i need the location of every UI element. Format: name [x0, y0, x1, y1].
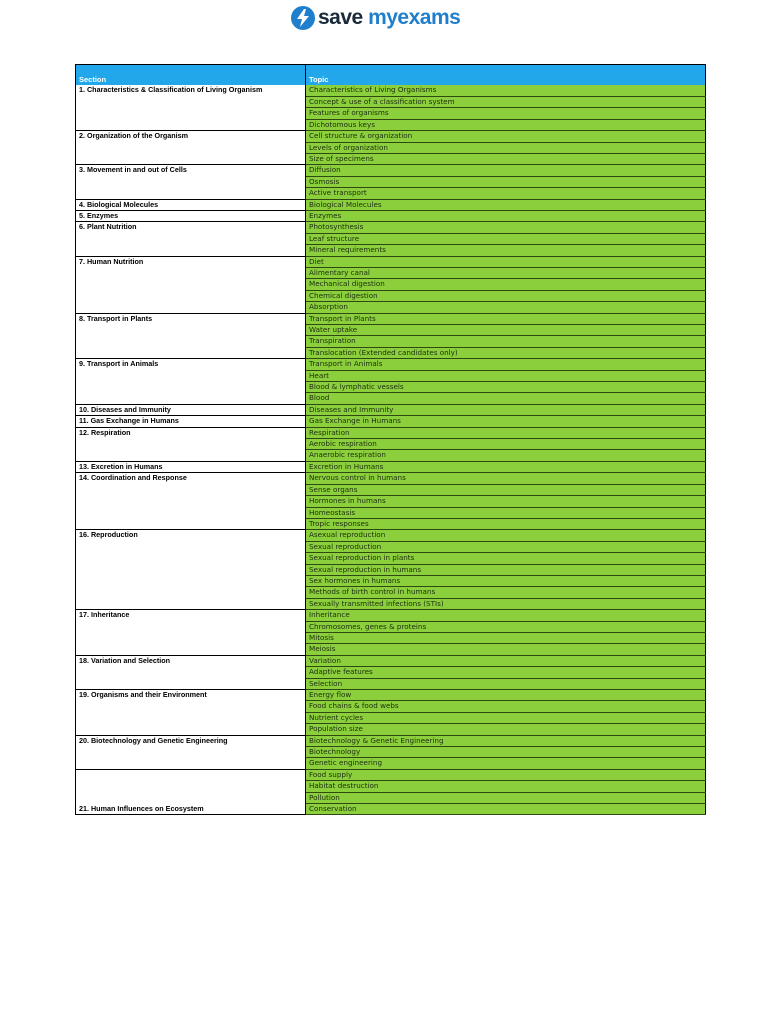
table-row	[76, 359, 706, 370]
topic-cell: Translocation (Extended candidates only)	[306, 347, 706, 358]
topic-cell: Size of specimens	[306, 153, 706, 164]
table-row	[76, 222, 706, 233]
section-cell: 14. Coordination and Response	[76, 473, 306, 530]
topic-cell: Photosynthesis	[306, 222, 706, 233]
topic-cell: Hormones in humans	[306, 496, 706, 507]
topic-cell: Dichotomous keys	[306, 119, 706, 130]
topic-cell: Active transport	[306, 188, 706, 199]
topic-cell: Osmosis	[306, 176, 706, 187]
topic-cell: Transpiration	[306, 336, 706, 347]
save-my-exams-logo	[291, 5, 460, 31]
topic-cell: Enzymes	[306, 210, 706, 221]
topic-header: Topic	[306, 65, 706, 86]
topic-cell: Habitat destruction	[306, 781, 706, 792]
topic-cell: Energy flow	[306, 690, 706, 701]
section-header: Section	[76, 65, 306, 86]
topic-cell: Sexually transmitted infections (STIs)	[306, 598, 706, 609]
topic-cell: Gas Exchange in Humans	[306, 416, 706, 427]
topic-cell: Characteristics of Living Organisms	[306, 85, 706, 96]
section-cell: 2. Organization of the Organism	[76, 131, 306, 165]
topic-cell: Sexual reproduction in humans	[306, 564, 706, 575]
table-row	[76, 769, 706, 780]
topic-cell: Pollution	[306, 792, 706, 803]
section-cell: 12. Respiration	[76, 427, 306, 461]
topic-cell: Population size	[306, 724, 706, 735]
logo-word-save: save	[318, 6, 363, 29]
table-row	[76, 85, 706, 96]
topic-cell: Selection	[306, 678, 706, 689]
topic-cell: Sex hormones in humans	[306, 575, 706, 586]
section-cell: 11. Gas Exchange in Humans	[76, 416, 306, 427]
section-cell: 13. Excretion in Humans	[76, 461, 306, 472]
section-cell: 6. Plant Nutrition	[76, 222, 306, 256]
table-row	[76, 610, 706, 621]
topic-cell: Sexual reproduction	[306, 541, 706, 552]
section-cell: 19. Organisms and their Environment	[76, 690, 306, 736]
topic-cell: Concept & use of a classification system	[306, 96, 706, 107]
topic-cell: Blood	[306, 393, 706, 404]
section-cell: 3. Movement in and out of Cells	[76, 165, 306, 199]
topic-cell: Levels of organization	[306, 142, 706, 153]
topic-cell: Aerobic respiration	[306, 439, 706, 450]
table-row	[76, 131, 706, 142]
topics-table	[75, 64, 706, 815]
topic-cell: Variation	[306, 655, 706, 666]
table-row	[76, 165, 706, 176]
topic-cell: Sense organs	[306, 484, 706, 495]
table-row	[76, 473, 706, 484]
topic-cell: Biotechnology & Genetic Engineering	[306, 735, 706, 746]
topic-cell: Chemical digestion	[306, 290, 706, 301]
section-cell: 16. Reproduction	[76, 530, 306, 610]
section-cell: 18. Variation and Selection	[76, 655, 306, 689]
topic-cell: Diffusion	[306, 165, 706, 176]
logo-word-myexams: myexams	[368, 6, 461, 29]
topic-cell: Diseases and Immunity	[306, 404, 706, 415]
topic-cell: Alimentary canal	[306, 267, 706, 278]
topic-cell: Excretion in Humans	[306, 461, 706, 472]
table-row	[76, 735, 706, 746]
topic-cell: Mitosis	[306, 632, 706, 643]
topic-cell: Water uptake	[306, 325, 706, 336]
topic-cell: Nervous control in humans	[306, 473, 706, 484]
topic-cell: Transport in Plants	[306, 313, 706, 324]
topic-cell: Biotechnology	[306, 747, 706, 758]
topic-cell: Diet	[306, 256, 706, 267]
topic-cell: Food chains & food webs	[306, 701, 706, 712]
topic-cell: Inheritance	[306, 610, 706, 621]
topic-cell: Blood & lymphatic vessels	[306, 382, 706, 393]
table-row	[76, 416, 706, 427]
section-cell: 17. Inheritance	[76, 610, 306, 656]
topic-cell: Features of organisms	[306, 108, 706, 119]
topic-cell: Nutrient cycles	[306, 712, 706, 723]
section-cell: 1. Characteristics & Classification of Living Organism	[76, 85, 306, 131]
topic-cell: Adaptive features	[306, 667, 706, 678]
topic-cell: Homeostasis	[306, 507, 706, 518]
topic-cell: Food supply	[306, 769, 706, 780]
topic-cell: Leaf structure	[306, 233, 706, 244]
lightning-bolt-icon	[291, 6, 315, 30]
topic-cell: Conservation	[306, 804, 706, 815]
topic-cell: Meiosis	[306, 644, 706, 655]
topic-cell: Tropic responses	[306, 518, 706, 529]
table-row	[76, 199, 706, 210]
table-body	[76, 85, 706, 815]
topic-cell: Genetic engineering	[306, 758, 706, 769]
table-header-row	[76, 65, 706, 86]
section-cell: 21. Human Influences on Ecosystem	[76, 769, 306, 815]
topic-cell: Sexual reproduction in plants	[306, 553, 706, 564]
table-row	[76, 313, 706, 324]
topic-cell: Mechanical digestion	[306, 279, 706, 290]
section-cell: 20. Biotechnology and Genetic Engineering	[76, 735, 306, 769]
topic-cell: Anaerobic respiration	[306, 450, 706, 461]
topic-cell: Respiration	[306, 427, 706, 438]
topic-cell: Biological Molecules	[306, 199, 706, 210]
table-row	[76, 256, 706, 267]
table-row	[76, 210, 706, 221]
section-cell: 10. Diseases and Immunity	[76, 404, 306, 415]
topic-cell: Heart	[306, 370, 706, 381]
topic-cell: Methods of birth control in humans	[306, 587, 706, 598]
table-row	[76, 530, 706, 541]
table-row	[76, 404, 706, 415]
topic-cell: Mineral requirements	[306, 245, 706, 256]
table-row	[76, 427, 706, 438]
table-row	[76, 461, 706, 472]
topic-cell: Asexual reproduction	[306, 530, 706, 541]
section-cell: 4. Biological Molecules	[76, 199, 306, 210]
table-row	[76, 655, 706, 666]
section-cell: 5. Enzymes	[76, 210, 306, 221]
topic-cell: Transport in Animals	[306, 359, 706, 370]
topic-cell: Chromosomes, genes & proteins	[306, 621, 706, 632]
topic-cell: Absorption	[306, 302, 706, 313]
topic-cell: Cell structure & organization	[306, 131, 706, 142]
table-row	[76, 690, 706, 701]
logo-wordmark	[318, 5, 460, 31]
section-cell: 9. Transport in Animals	[76, 359, 306, 405]
section-cell: 8. Transport in Plants	[76, 313, 306, 359]
section-cell: 7. Human Nutrition	[76, 256, 306, 313]
